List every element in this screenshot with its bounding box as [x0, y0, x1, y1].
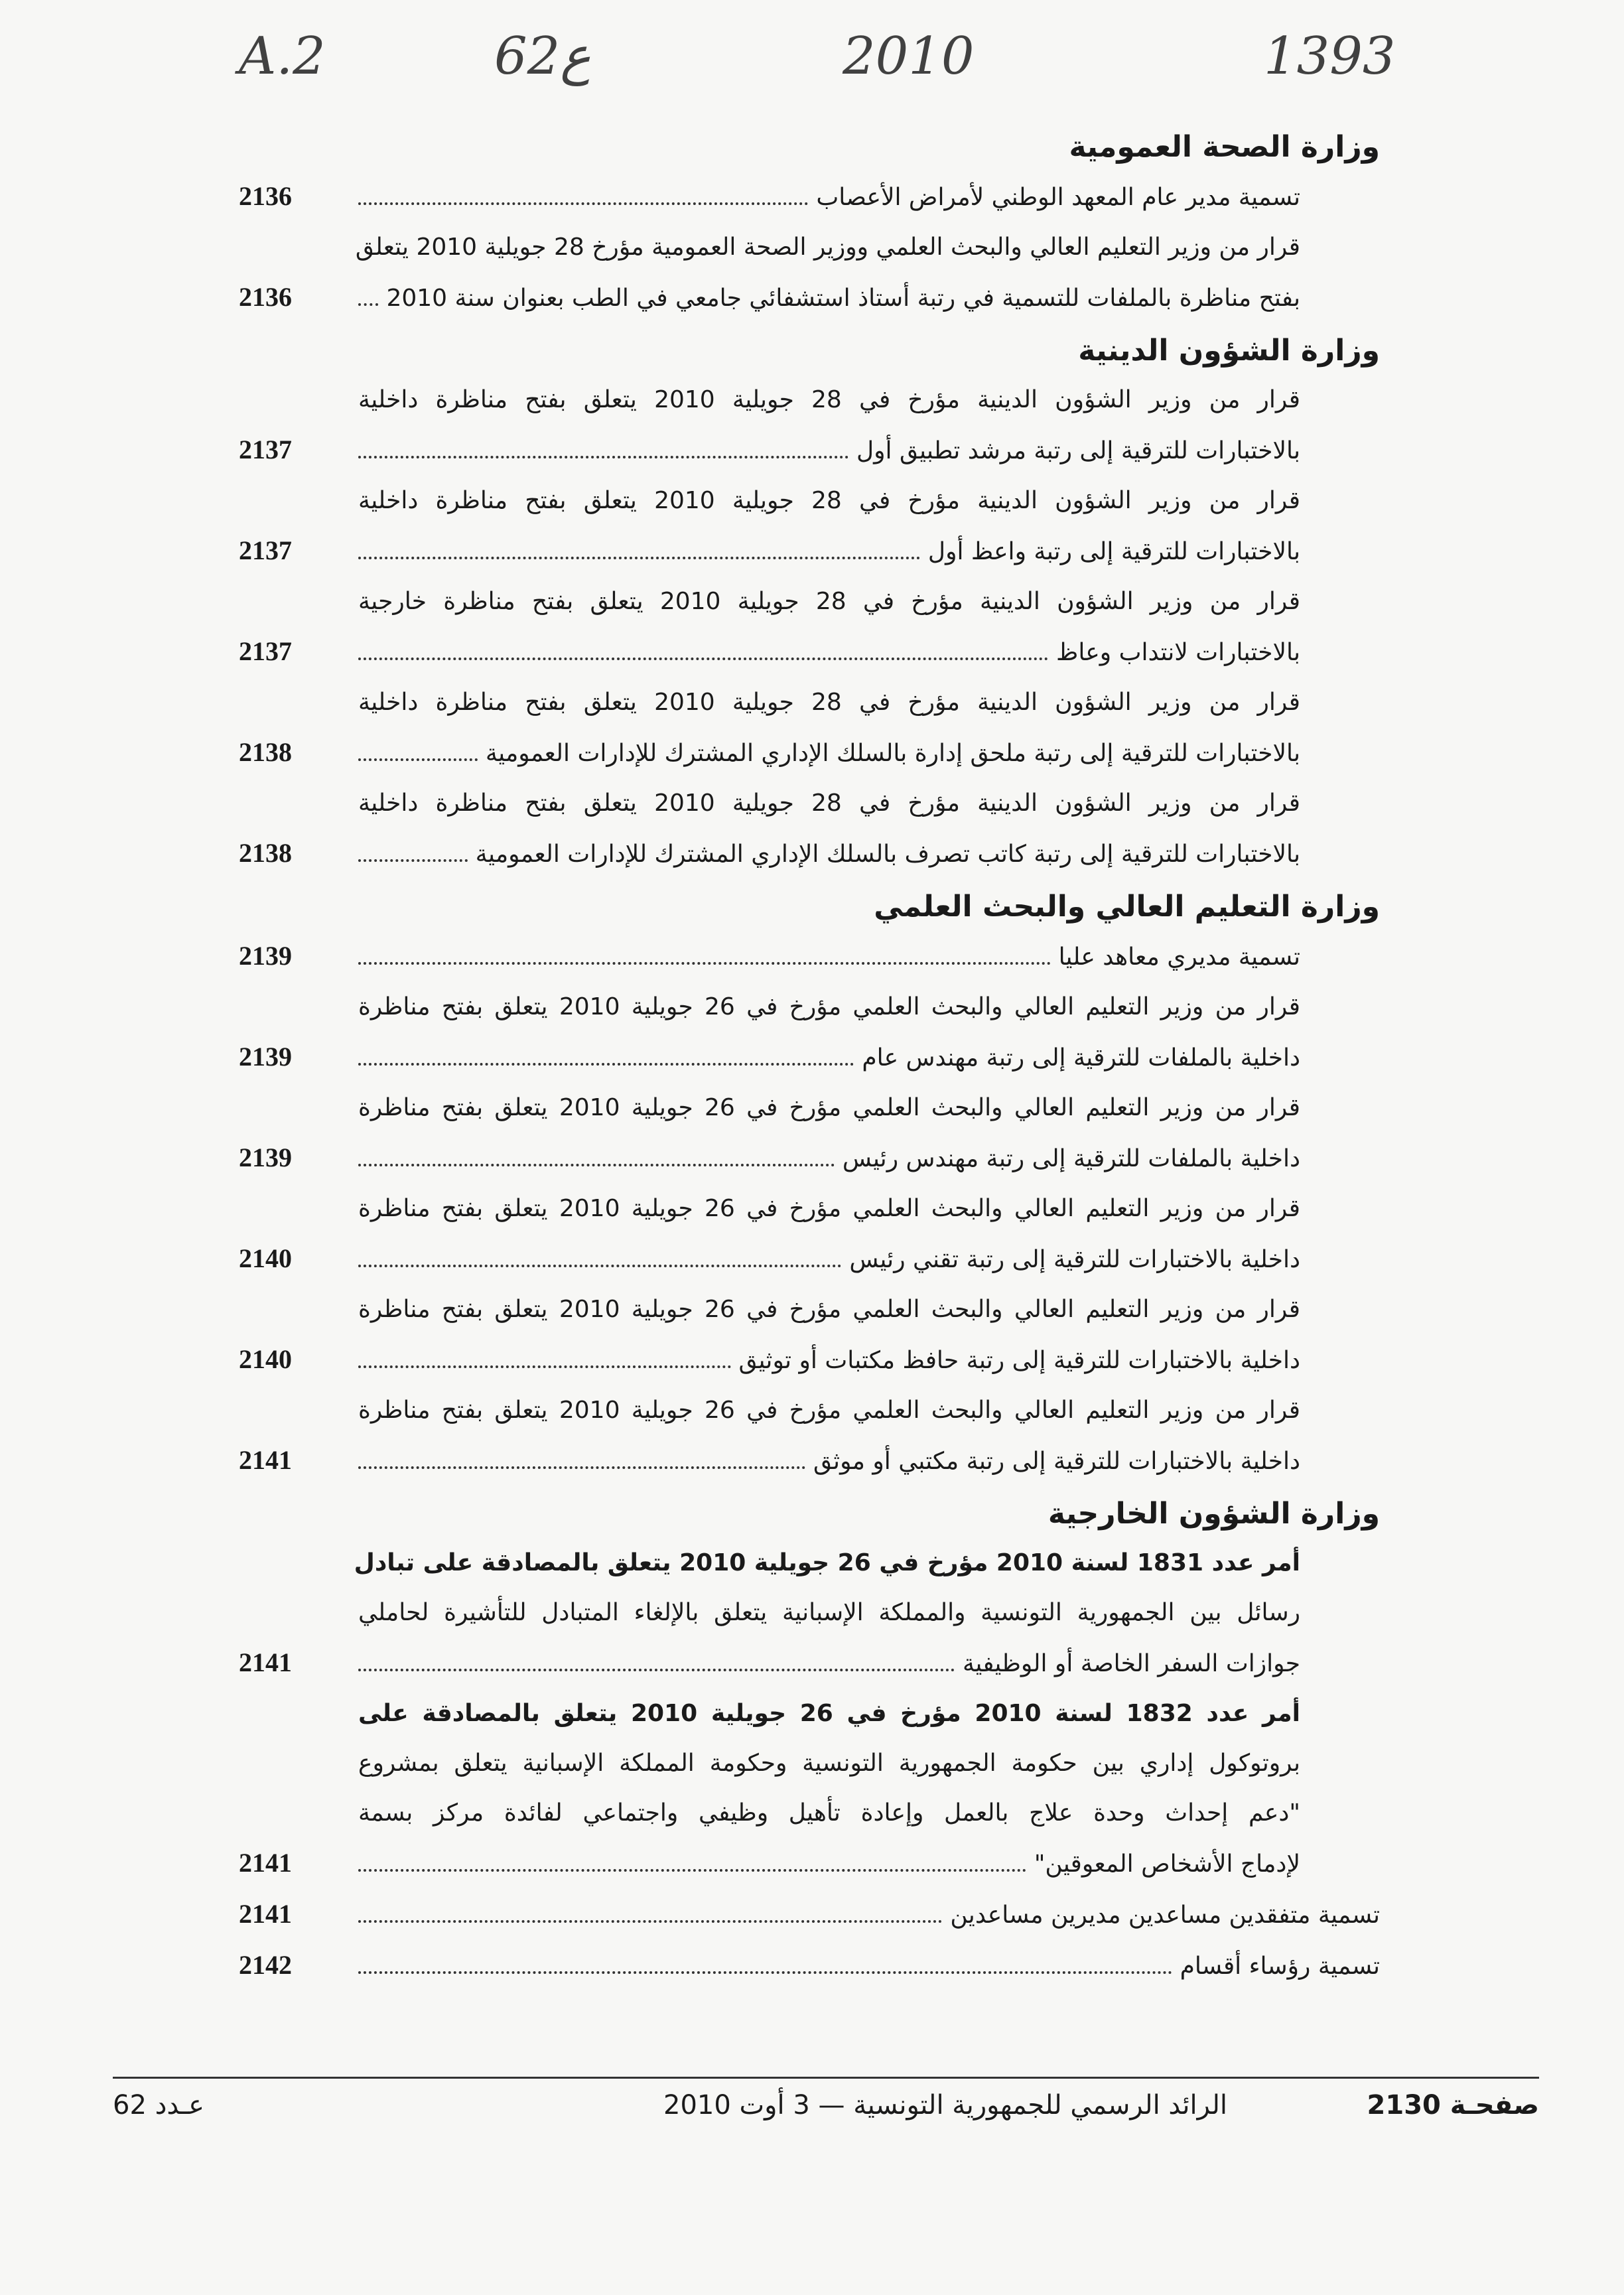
ministry-heading: وزارة التعليم العالي والبحث العلمي	[874, 890, 1380, 924]
dot-leader	[358, 859, 468, 862]
dot-leader	[358, 1466, 805, 1469]
toc-entry[interactable]	[239, 778, 1300, 879]
table-of-contents	[239, 119, 1380, 1991]
toc-entry[interactable]	[239, 476, 1300, 577]
toc-page-number: 2141	[239, 1848, 292, 1878]
ministry-section	[239, 1490, 1380, 1991]
toc-entry-line: قرار من وزير الشؤون الدينية مؤرخ في 28 جويلية 2010 يتعلق بفتح مناظرة داخلية	[358, 487, 1301, 514]
toc-page-number: 2141	[239, 1899, 292, 1929]
toc-entry-title: بفتح مناظرة بالملفات للتسمية في رتبة أستاذ استشفائي جامعي في الطب بعنوان سنة 2010	[386, 285, 1300, 312]
toc-entry-line: قرار من وزير الشؤون الدينية مؤرخ في 28 جويلية 2010 يتعلق بفتح مناظرة داخلية	[358, 689, 1301, 716]
toc-entry[interactable]	[239, 1385, 1300, 1486]
toc-entry-line: قرار من وزير التعليم العالي والبحث العلمي مؤرخ في 26 جويلية 2010 يتعلق بفتح مناظرة	[358, 1195, 1300, 1222]
toc-entry-title: داخلية بالملفات للترقية إلى رتبة مهندس رئيس	[842, 1145, 1300, 1172]
toc-page-number: 2138	[239, 838, 292, 868]
toc-entry-line: قرار من وزير الشؤون الدينية مؤرخ في 28 جويلية 2010 يتعلق بفتح مناظرة داخلية	[358, 790, 1301, 817]
footer-divider	[113, 2077, 1539, 2079]
toc-entry-title: بالاختبارات للترقية إلى رتبة كاتب تصرف بالسلك الإداري المشترك للإدارات العمومية	[475, 841, 1300, 868]
toc-entry-line: قرار من وزير التعليم العالي والبحث العلمي مؤرخ في 26 جويلية 2010 يتعلق بفتح مناظرة	[358, 1397, 1300, 1424]
toc-entry[interactable]	[239, 1538, 1300, 1689]
handwritten-note-3: 2010	[843, 27, 975, 86]
ministry-heading: وزارة الشؤون الدينية	[1078, 334, 1380, 368]
toc-page-number: 2137	[239, 435, 292, 464]
dot-leader	[358, 1669, 955, 1671]
dot-leader	[358, 1164, 835, 1166]
ministry-heading: وزارة الشؤون الخارجية	[1048, 1497, 1380, 1531]
toc-entry[interactable]	[239, 982, 1300, 1083]
toc-page-number: 2137	[239, 636, 292, 666]
toc-entry-line: قرار من وزير التعليم العالي والبحث العلمي مؤرخ في 26 جويلية 2010 يتعلق بفتح مناظرة	[358, 1094, 1300, 1121]
handwritten-note-2: 62ع	[494, 27, 591, 86]
toc-entry-title: تسمية رؤساء أقسام	[1180, 1953, 1380, 1980]
toc-entry-title: تسمية مدير عام المعهد الوطني لأمراض الأعصاب	[816, 184, 1300, 211]
toc-entry-line: بروتوكول إداري بين حكومة الجمهورية التونسية وحكومة المملكة الإسبانية يتعلق بمشروع	[358, 1750, 1300, 1777]
toc-page-number: 2139	[239, 1042, 292, 1072]
toc-page-number: 2136	[239, 181, 292, 211]
handwritten-note-1: A.2	[239, 27, 326, 86]
toc-entry-title: داخلية بالملفات للترقية إلى رتبة مهندس عام	[862, 1044, 1300, 1072]
dot-leader	[358, 557, 920, 559]
toc-page-number: 2139	[239, 1143, 292, 1172]
footer-issue-number: عـدد 62	[113, 2090, 205, 2121]
toc-entry-title: داخلية بالاختبارات للترقية إلى رتبة حافظ مكتبات أو توثيق	[738, 1347, 1300, 1374]
toc-page-number: 2142	[239, 1950, 292, 1980]
dot-leader	[358, 962, 1051, 965]
dot-leader	[358, 758, 478, 761]
toc-page-number: 2141	[239, 1647, 292, 1677]
toc-entry[interactable]	[239, 375, 1300, 476]
toc-entry[interactable]	[239, 1083, 1300, 1184]
toc-entry[interactable]	[239, 1285, 1300, 1385]
toc-page-number: 2140	[239, 1344, 292, 1374]
toc-entry[interactable]	[239, 1184, 1300, 1285]
toc-entry[interactable]	[239, 677, 1300, 778]
ministry-section	[239, 123, 1380, 323]
toc-entry-title: بالاختبارات للترقية إلى رتبة ملحق إدارة بالسلك الإداري المشترك للإدارات العمومية	[485, 740, 1300, 767]
page-footer	[113, 2090, 1539, 2130]
footer-page-number: صفحـة 2130	[1367, 2090, 1539, 2121]
toc-entry-title: داخلية بالاختبارات للترقية إلى رتبة مكتبي أو موثق	[813, 1448, 1300, 1475]
dot-leader	[358, 1920, 942, 1923]
dot-leader	[358, 1971, 1172, 1974]
toc-entry-title: بالاختبارات لانتداب وعاظ	[1056, 639, 1300, 666]
dot-leader	[358, 1265, 841, 1267]
toc-entry-title: تسمية مديري معاهد عليا	[1058, 943, 1300, 971]
toc-entry[interactable]	[239, 1940, 1380, 1991]
toc-entry-line: قرار من وزير التعليم العالي والبحث العلمي ووزير الصحة العمومية مؤرخ 28 جويلية 2010 يتعلق	[355, 234, 1300, 261]
toc-entry-title: تسمية متفقدين مساعدين مديرين مساعدين	[950, 1902, 1380, 1929]
dot-leader	[358, 658, 1048, 660]
toc-entry-line: قرار من وزير التعليم العالي والبحث العلمي مؤرخ في 26 جويلية 2010 يتعلق بفتح مناظرة	[358, 993, 1300, 1020]
toc-entry-title: بالاختبارات للترقية إلى رتبة مرشد تطبيق أول	[856, 437, 1300, 464]
toc-entry[interactable]	[239, 1889, 1380, 1940]
toc-entry-line: "دعم إحداث وحدة علاج بالعمل وإعادة تأهيل وظيفي واجتماعي لفائدة مركز بسمة	[358, 1799, 1300, 1827]
dot-leader	[358, 303, 378, 306]
toc-page-number: 2138	[239, 737, 292, 767]
dot-leader	[358, 202, 808, 205]
toc-entry[interactable]	[239, 171, 1300, 222]
toc-page-number: 2137	[239, 535, 292, 565]
toc-page-number: 2136	[239, 282, 292, 312]
handwritten-note-4: 1393	[1264, 27, 1396, 86]
toc-entry-title: جوازات السفر الخاصة أو الوظيفية	[963, 1650, 1300, 1677]
dot-leader	[358, 1365, 731, 1368]
toc-entry[interactable]	[239, 931, 1300, 982]
toc-entry-line: قرار من وزير التعليم العالي والبحث العلمي مؤرخ في 26 جويلية 2010 يتعلق بفتح مناظرة	[358, 1296, 1300, 1323]
toc-entry-line: قرار من وزير الشؤون الدينية مؤرخ في 28 جويلية 2010 يتعلق بفتح مناظرة خارجية	[358, 588, 1300, 615]
dot-leader	[358, 1063, 854, 1066]
toc-entry-line: رسائل بين الجمهورية التونسية والمملكة الإسبانية يتعلق بالإلغاء المتبادل للتأشيرة لحاملي	[358, 1599, 1300, 1626]
toc-page-number: 2141	[239, 1445, 292, 1475]
toc-entry-title: لإدماج الأشخاص المعوقين"	[1034, 1850, 1300, 1878]
toc-entry-line: أمر عدد 1831 لسنة 2010 مؤرخ في 26 جويلية 2010 يتعلق بالمصادقة على تبادل	[354, 1549, 1300, 1576]
toc-entry[interactable]	[239, 577, 1300, 677]
toc-entry-line: قرار من وزير الشؤون الدينية مؤرخ في 28 جويلية 2010 يتعلق بفتح مناظرة داخلية	[358, 386, 1301, 413]
footer-journal-title: الرائد الرسمي للجمهورية التونسية — 3 أوت 2010	[663, 2090, 1228, 2121]
dot-leader	[358, 456, 848, 458]
toc-entry[interactable]	[239, 222, 1300, 323]
ministry-section	[239, 883, 1380, 1486]
toc-entry-line: أمر عدد 1832 لسنة 2010 مؤرخ في 26 جويلية 2010 يتعلق بالمصادقة على	[358, 1700, 1301, 1727]
ministry-section	[239, 327, 1380, 879]
toc-entry-title: داخلية بالاختبارات للترقية إلى رتبة تقني رئيس	[849, 1246, 1300, 1273]
toc-page-number: 2140	[239, 1243, 292, 1273]
toc-entry-title: بالاختبارات للترقية إلى رتبة واعظ أول	[927, 538, 1300, 565]
toc-entry[interactable]	[239, 1689, 1300, 1889]
ministry-heading: وزارة الصحة العمومية	[1069, 130, 1380, 164]
dot-leader	[358, 1869, 1026, 1872]
toc-page-number: 2139	[239, 941, 292, 971]
